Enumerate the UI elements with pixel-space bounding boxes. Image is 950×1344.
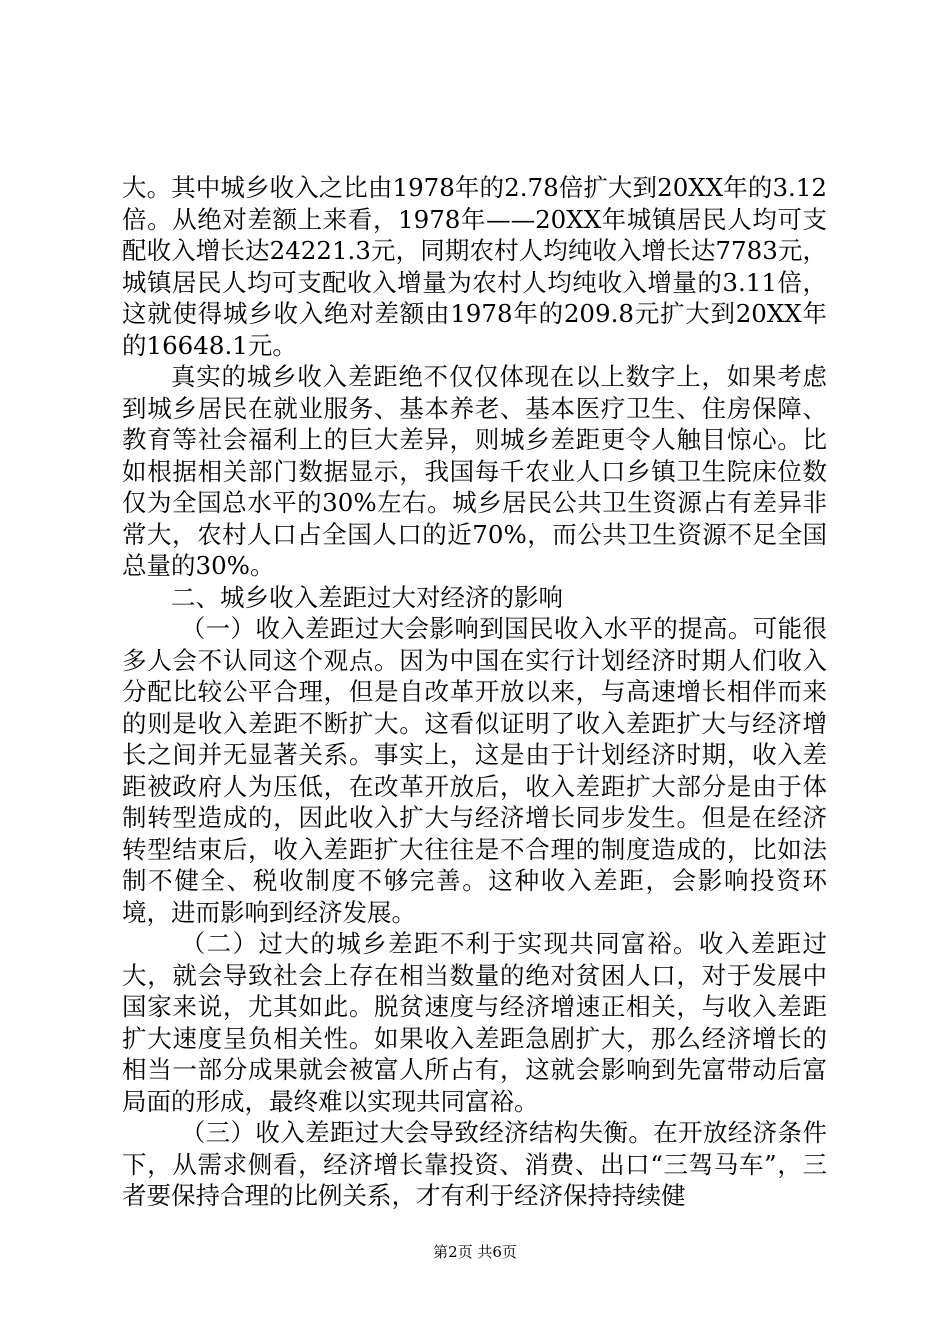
page-footer: 第2页 共6页 (433, 1243, 517, 1261)
paragraph-point-three: （三）收入差距过大会导致经济结构失衡。在开放经济条件下，从需求侧看，经济增长靠投资、消费、出口“三驾马车”，三者要保持合理的比例关系，才有利于经济保持持续健 (122, 1118, 827, 1210)
paragraph-real-gap: 真实的城乡收入差距绝不仅仅体现在以上数字上，如果考虑到城乡居民在就业服务、基本养老、基本医疗卫生、住房保障、教育等社会福利上的巨大差异，则城乡差距更令人触目惊心。比如根据相关部门数据显示，我国每千农业人口乡镇卫生院床位数仅为全国总水平的30%左右。城乡居民公共卫生资源占有差异非常大，农村人口占全国人口的近70%，而公共卫生资源不足全国总量的30%。 (122, 362, 827, 580)
section-heading-impact: 二、城乡收入差距过大对经济的影响 (171, 582, 563, 612)
paragraph-income-ratio: 大。其中城乡收入之比由1978年的2.78倍扩大到20XX年的3.12倍。从绝对差额上来看，1978年——20XX年城镇居民人均可支配收入增长达24221.3元，同期农村人均纯收入增长达7783元，城镇居民人均可支配收入增量为农村人均纯收入增量的3.11倍，这就使得城乡收入绝对差额由1978年的209.8元扩大到20XX年的16648.1元。 (122, 173, 827, 360)
paragraph-point-two: （二）过大的城乡差距不利于实现共同富裕。收入差距过大，就会导致社会上存在相当数量的绝对贫困人口，对于发展中国家来说，尤其如此。脱贫速度与经济增速正相关，与收入差距扩大速度呈负相关性。如果收入差距急剧扩大，那么经济增长的相当一部分成果就会被富人所占有，这就会影响到先富带动后富局面的形成，最终难以实现共同富裕。 (122, 929, 827, 1116)
paragraph-point-one: （一）收入差距过大会影响到国民收入水平的提高。可能很多人会不认同这个观点。因为中国在实行计划经济时期人们收入分配比较公平合理，但是自改革开放以来，与高速增长相伴而来的则是收入差距不断扩大。这看似证明了收入差距扩大与经济增长之间并无显著关系。事实上，这是由于计划经济时期，收入差距被政府人为压低，在改革开放后，收入差距扩大部分是由于体制转型造成的，因此收入扩大与经济增长同步发生。但是在经济转型结束后，收入差距扩大往往是不合理的制度造成的，比如法制不健全、税收制度不够完善。这种收入差距，会影响投资环境，进而影响到经济发展。 (122, 614, 827, 927)
document-body (122, 172, 827, 1212)
